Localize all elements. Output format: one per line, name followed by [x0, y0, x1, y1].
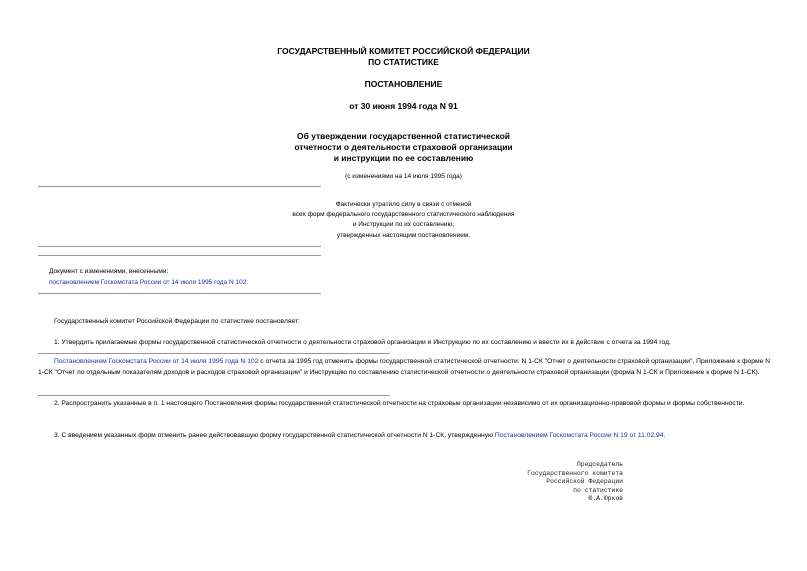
paragraph-1: 1. Утвердить прилагаемые формы государственной статистической отчетности о деятельности страховой организации и Инструкцию по их составлению и ввести их в действие с отчета за 1994 год.	[54, 339, 671, 346]
amendments-note: (с изменениями на 14 июля 1995 года)	[345, 173, 462, 180]
org-name-line2: ПО СТАТИСТИКЕ	[368, 57, 439, 67]
divider	[38, 255, 321, 256]
status-note-line2: всех форм федерального государственного статистического наблюдения	[292, 211, 515, 218]
doc-title-line2: отчетности о деятельности страховой организации	[294, 142, 513, 152]
divider	[38, 395, 390, 396]
amendment-paragraph-text: с отчета за 1995 год отменить формы государственной статистической отчетности: N 1-СК "Отчет о деятельности страховой организации", Приложение к форме N 1-СК "Отчет по отдельным показателям доходов и расходов страховой организации" и Инструкцию по составлению статистической отчетности о деятельности страховой организации (форма N 1-СК и Приложение к форме N 1-СК).	[38, 358, 770, 376]
doc-type: ПОСТАНОВЛЕНИЕ	[364, 79, 443, 89]
intro-paragraph: Государственный комитет Российской Федерации по статистике постановляет:	[54, 318, 300, 325]
signature-line4: по статистике	[573, 486, 623, 494]
signature-block	[420, 461, 623, 504]
divider	[38, 293, 321, 294]
status-note-line4: утвержденных настоящим постановлением.	[336, 232, 471, 239]
changes-label: Документ с изменениями, внесенными:	[49, 268, 169, 275]
signature-line3: Российской Федерации	[546, 478, 623, 486]
amendment-link[interactable]: постановлением Госкомстата России от 14 июля 1995 года N 102.	[49, 279, 249, 286]
signature-name: Ю.А.Юрков	[588, 495, 623, 503]
divider	[38, 186, 321, 187]
org-name-line1: ГОСУДАРСТВЕННЫЙ КОМИТЕТ РОССИЙСКОЙ ФЕДЕРАЦИИ	[277, 46, 530, 56]
doc-title-line3: и инструкции по ее составлению	[333, 153, 474, 163]
doc-date-number: от 30 июня 1994 года N 91	[349, 101, 458, 111]
divider	[38, 246, 321, 247]
signature-line2: Государственного комитета	[527, 469, 623, 477]
status-note-line1: Фактически утратило силу в связи с отменой	[335, 201, 472, 208]
status-note-line3: и Инструкции по их составлению,	[352, 221, 455, 228]
amendment-paragraph-link[interactable]: Постановлением Госкомстата России от 14 июля 1995 года N 102	[54, 358, 259, 365]
divider	[38, 353, 390, 354]
amendment-paragraph	[38, 356, 770, 378]
paragraph-3-text: 3. С введением указанных форм отменить ранее действовавшую форму государственной статистической отчетности N 1-СК, утвержденную	[54, 432, 495, 439]
paragraph-2: 2. Распространить указанные в п. 1 настоящего Постановления формы государственной статистической отчетности на страховые организации независимо от их организационно-правовой формы и формы собственности.	[54, 400, 745, 407]
paragraph-3-link[interactable]: Постановлением Госкомстата России N 19 от 11.02.94	[494, 432, 664, 439]
paragraph-3	[54, 430, 665, 441]
signature-line1: Председатель	[576, 461, 623, 468]
paragraph-3-end: .	[663, 432, 666, 439]
doc-title-line1: Об утверждении государственной статистической	[296, 131, 511, 141]
